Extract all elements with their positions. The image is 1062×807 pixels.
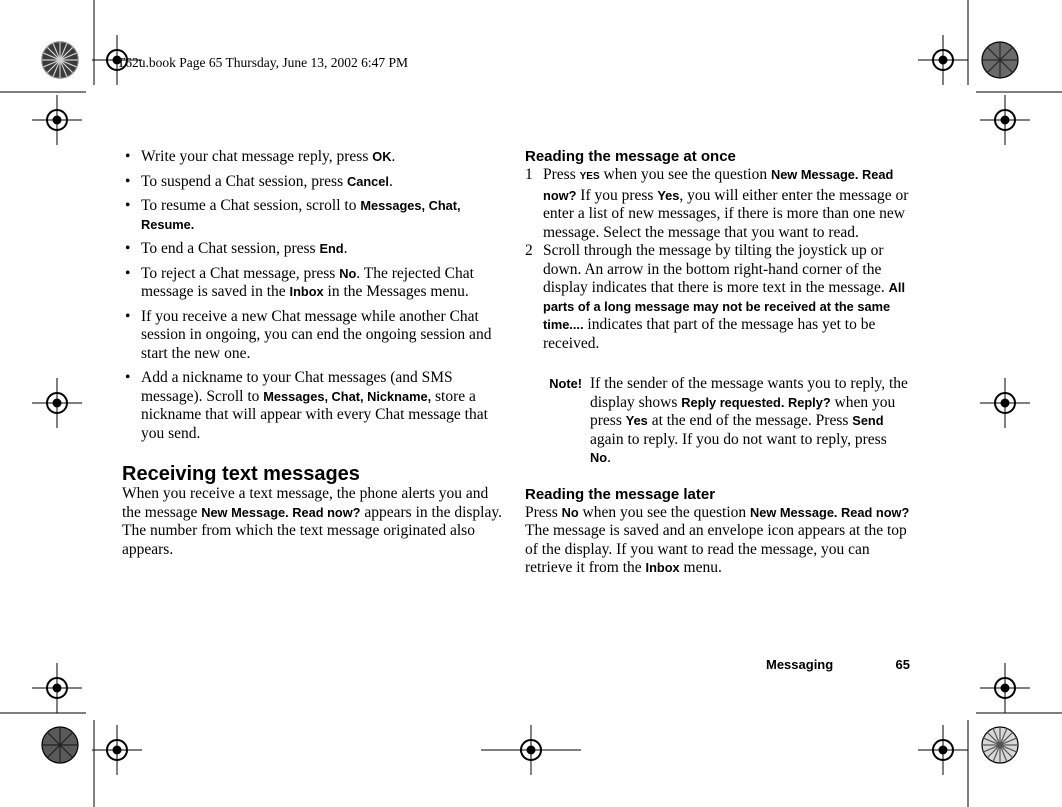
list-item: 1 Press YES when you see the question New Message. Read now? If you press Yes, you will either enter the message or enter a list of new messages, if there is more than one new message. Select the message that you want to read. [525,166,909,241]
note-label: Note! [549,376,582,391]
later-paragraph-1: Press No when you see the question New Message. Read now? [525,503,910,521]
page-number: 65 [895,657,910,672]
list-item: • To suspend a Chat session, press Cancel. [122,173,507,192]
list-item: • Add a nickname to your Chat messages (and SMS message). Scroll to Messages, Chat, Nickname, store a nickname that will appear with every Chat message that you send. [122,369,507,443]
list-item: • Write your chat message reply, press OK. [122,148,507,167]
list-item: 2 Scroll through the message by tilting the joystick up or down. An arrow in the bottom right-hand corner of the display indicates that there is more text in the message. All parts of a long message may not be received at the same time.... indicates that part of the message has yet to be received. [525,242,905,352]
left-column [122,148,507,559]
footer-section: Messaging [766,657,834,672]
print-header: T62u.book Page 65 Thursday, June 13, 2002 6:47 PM [117,55,408,70]
section-body: When you receive a text message, the phone alerts you and the message New Message. Read now? appears in the display. The number from which the text message originated also appears. [122,485,502,558]
heading-read-later: Reading the message later [525,485,716,503]
list-item: • To resume a Chat session, scroll to Messages, Chat, Resume. [122,197,507,234]
note-body: If the sender of the message wants you to reply, the display shows Reply requested. Reply? when you press Yes at the end of the message. Press Send again to reply. If you do not want to reply, press No. [590,375,908,466]
list-item: • To end a Chat session, press End. [122,240,507,259]
note-box [525,375,910,468]
steps-list [525,166,910,353]
section-title: Receiving text messages [122,463,360,485]
right-column [525,148,910,578]
chat-bullet-list [122,148,507,443]
heading-read-at-once: Reading the message at once [525,148,736,165]
later-paragraph-2: The message is saved and an envelope icon appears at the top of the display. If you want to read the message, you can retrieve it from the Inbox menu. [525,522,907,576]
list-item: • If you receive a new Chat message while another Chat session in ongoing, you can end the ongoing session and start the new one. [122,308,507,364]
list-item: • To reject a Chat message, press No. The rejected Chat message is saved in the Inbox in the Messages menu. [122,265,507,302]
